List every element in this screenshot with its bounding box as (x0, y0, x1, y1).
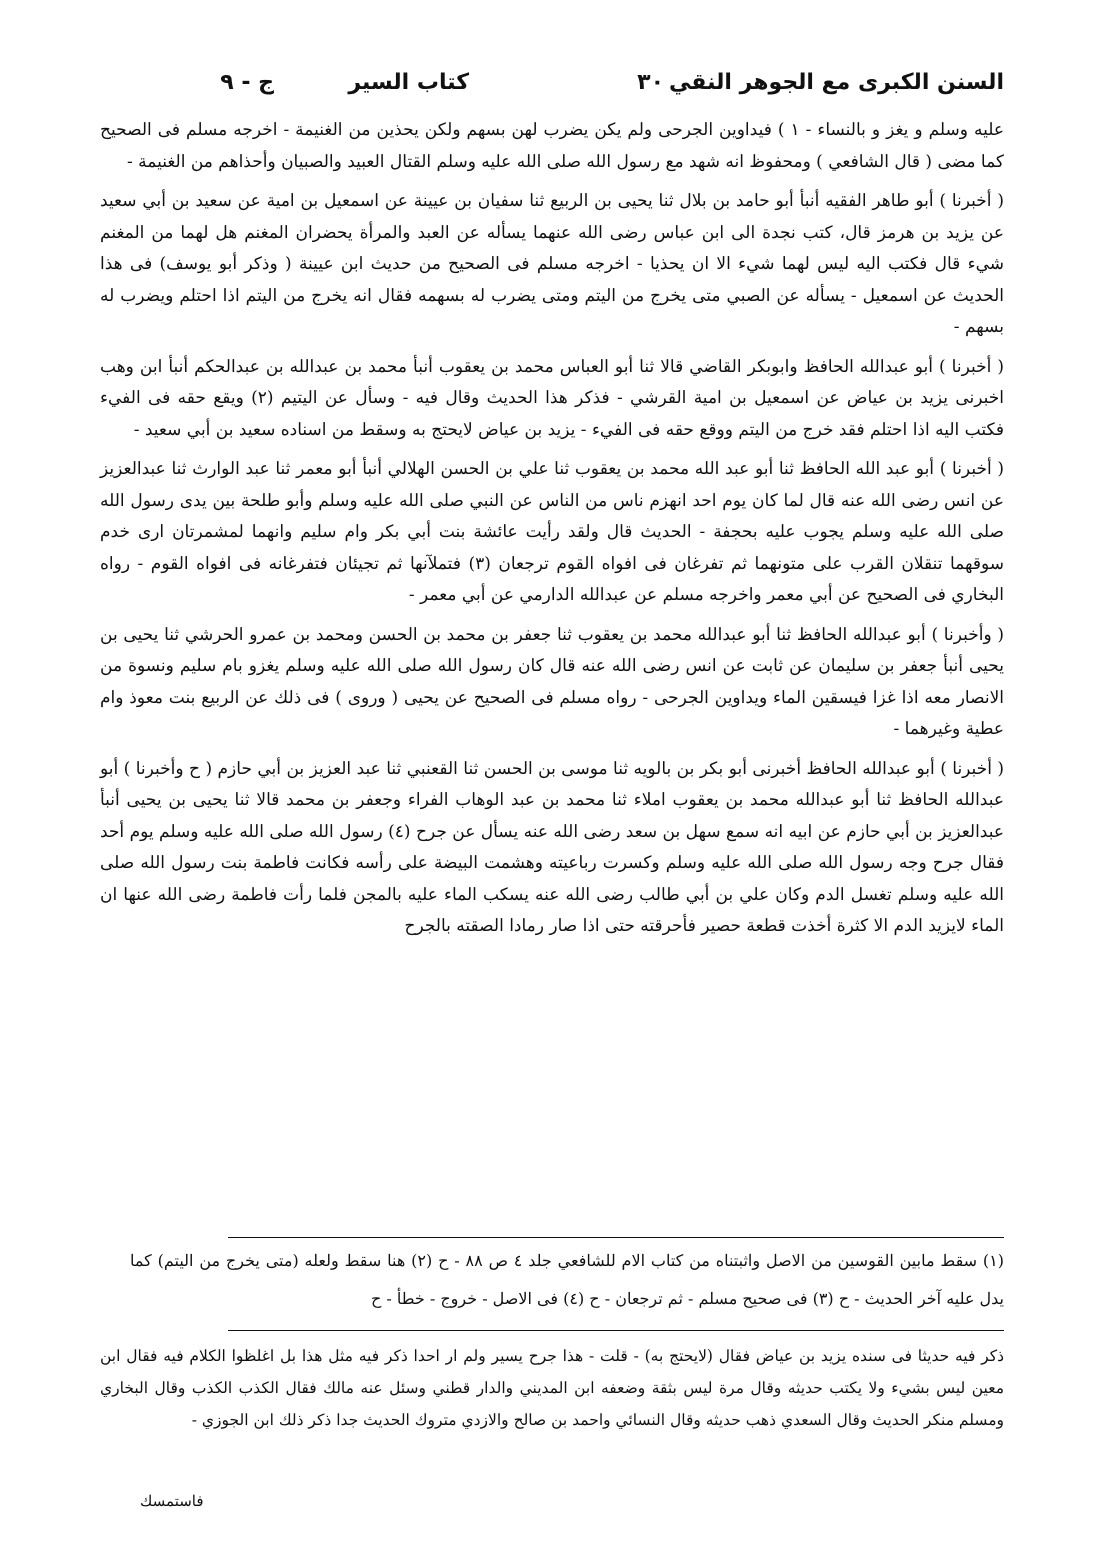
commentary-section (100, 1340, 1004, 1436)
paragraph: ( أخبرنا ) أبو عبدالله الحافظ أخبرنى أبو بكر بن بالويه ثنا موسى بن الحسن ثنا القعنبي ثنا عبد العزيز بن أبي حازم ( ح وأخبرنا ) أبو عبدالله الحافظ ثنا أبو عبدالله محمد بن يعقوب املاء ثنا محمد بن عبد الوهاب الفراء وجعفر بن محمد قالا ثنا يحيى بن يحيى أنبأ عبدالعزيز بن أبي حازم عن ابيه انه سمع سهل بن سعد رضى الله عنه يسأل عن جرح (٤) رسول الله صلى الله عليه وسلم يوم أحد فقال جرح وجه رسول الله صلى الله عليه وسلم وكسرت رباعيته وهشمت البيضة على رأسه فكانت فاطمة بنت رسول الله صلى الله عليه وسلم تغسل الدم وكان علي بن أبي طالب رضى الله عنه يسكب الماء عليه بالمجن فلما رأت فاطمة رضى الله عنها ان الماء لايزيد الدم الا كثرة أخذت قطعة حصير فأحرقته حتى اذا صار رمادا الصقته بالجرح (100, 758, 1004, 936)
main-text (100, 115, 1004, 951)
footnote: (١) سقط مابين القوسين من الاصل واثبتناه من كتاب الام للشافعي جلد ٤ ص ٨٨ - ح (٢) هنا سقط ولعله (متى يخرج من اليتم) كما يدل عليه آخر الحديث - ح (٣) فى صحيح مسلم - ثم ترجعان - ح (٤) فى الاصل - خروج - خطأ - ح (130, 1251, 1005, 1308)
paragraph: ( أخبرنا ) أبو عبدالله الحافظ وابوبكر القاضي قالا ثنا أبو العباس محمد بن يعقوب أنبأ محمد بن عبدالله بن عبدالحكم أنبأ ابن وهب اخبرنى يزيد بن عياض عن اسمعيل بن امية القرشي - فذكر هذا الحديث وقال فيه - وسأل عن اليتيم (٢) ويقع حقه فى الفيء فكتب اليه اذا احتلم فقد خرج من اليتم ووقع حقه فى الفيء - يزيد بن عياض لايحتج به وسقط من اسناده سعيد بن أبي سعيد - (100, 356, 1005, 440)
page-number: ٣٠ (637, 70, 664, 95)
catchword: فاستمسك (140, 1492, 204, 1510)
commentary-paragraph: ذكر فيه حديثا فى سنده يزيد بن عياض فقال (لايحتج به) - قلت - هذا جرح يسير ولم ار احدا ذكر فيه مثل هذا بل اغلظوا الكلام فيه فقال ابن معين ليس بشيء ولا يكتب حديثه وقال مرة ليس بثقة وضعفه ابن المديني والدار قطني وسئل عنه مالك فقال الكذب الكذب وقال البخاري ومسلم منكر الحديث وقال السعدي ذهب حديثه وقال النسائي واحمد بن صالح والازدي متروك الحديث جدا ذكر ذلك ابن الجوزي - (100, 1347, 1004, 1429)
book-title: السنن الكبرى مع الجوهر النقي (669, 70, 1004, 95)
paragraph: ( أخبرنا ) أبو عبد الله الحافظ ثنا أبو عبد الله محمد بن يعقوب ثنا علي بن الحسن الهلالي أنبأ أبو معمر ثنا عبد الوارث ثنا عبدالعزيز عن انس رضى الله عنه قال لما كان يوم احد انهزم ناس من الناس عن النبي صلى الله عليه وسلم وأبو طلحة بين يدى رسول الله صلى الله عليه وسلم يجوب عليه بحجفة - الحديث قال ولقد رأيت عائشة بنت أبي بكر وام سليم وانهما لمشمرتان ارى خدم سوقهما تنقلان القرب على متونهما ثم تفرغان فى افواه القوم ترجعان (٣) فتملآنها ثم تجيئان فتفرغانه فى افواه القوم - رواه البخاري فى الصحيح عن أبي معمر واخرجه مسلم عن عبدالله الدارمي عن أبي معمر - (100, 459, 1004, 605)
paragraph: عليه وسلم و يغز و بالنساء - ١ ) فيداوين الجرحى ولم يكن يضرب لهن بسهم ولكن يحذين من الغنيمة - اخرجه مسلم فى الصحيح كما مضى ( قال الشافعي ) ومحفوظ انه شهد مع رسول الله صلى الله عليه وسلم القتال العبيد والصبيان وأحذاهم من الغنيمة - (100, 120, 1004, 172)
chapter-title: كتاب السير (348, 70, 469, 95)
volume-number: ج - ٩ (220, 70, 274, 95)
footnotes (130, 1242, 1004, 1318)
footnote-divider (228, 1237, 1004, 1238)
paragraph: ( وأخبرنا ) أبو عبدالله الحافظ ثنا أبو عبدالله محمد بن يعقوب ثنا جعفر بن محمد بن الحسن ومحمد بن عمرو الحرشي ثنا يحيى بن يحيى أنبأ جعفر بن سليمان عن ثابت عن انس رضى الله عنه قال كان رسول الله صلى الله عليه وسلم يغزو بام سليم ونسوة من الانصار معه اذا غزا فيسقين الماء ويداوين الجرحى - رواه مسلم فى الصحيح عن يحيى ( وروى ) فى ذلك عن الربيع بنت معوذ وام عطية وغيرهما - (100, 624, 1004, 739)
commentary-divider (228, 1330, 1004, 1331)
page-header (120, 70, 1004, 110)
paragraph: ( أخبرنا ) أبو طاهر الفقيه أنبأ أبو حامد بن بلال ثنا يحيى بن الربيع ثنا سفيان بن عيينة عن اسمعيل بن امية عن سعيد بن أبي سعيد عن يزيد بن هرمز قال، كتب نجدة الى ابن عباس رضى الله عنهما يسأله عن العبد والمرأة يحضران المغنم هل لهما من المغنم شيء قال فكتب اليه ليس لهما شيء الا ان يحذيا - اخرجه مسلم فى الصحيح من حديث ابن عيينة ( وذكر أبو يوسف) فى هذا الحديث عن اسمعيل - يسأله عن الصبي متى يخرج من اليتم ومتى يضرب له بسهمه فقال انه يخرج من اليتم اذا احتلم ويضرب له بسهم - (100, 191, 1004, 337)
